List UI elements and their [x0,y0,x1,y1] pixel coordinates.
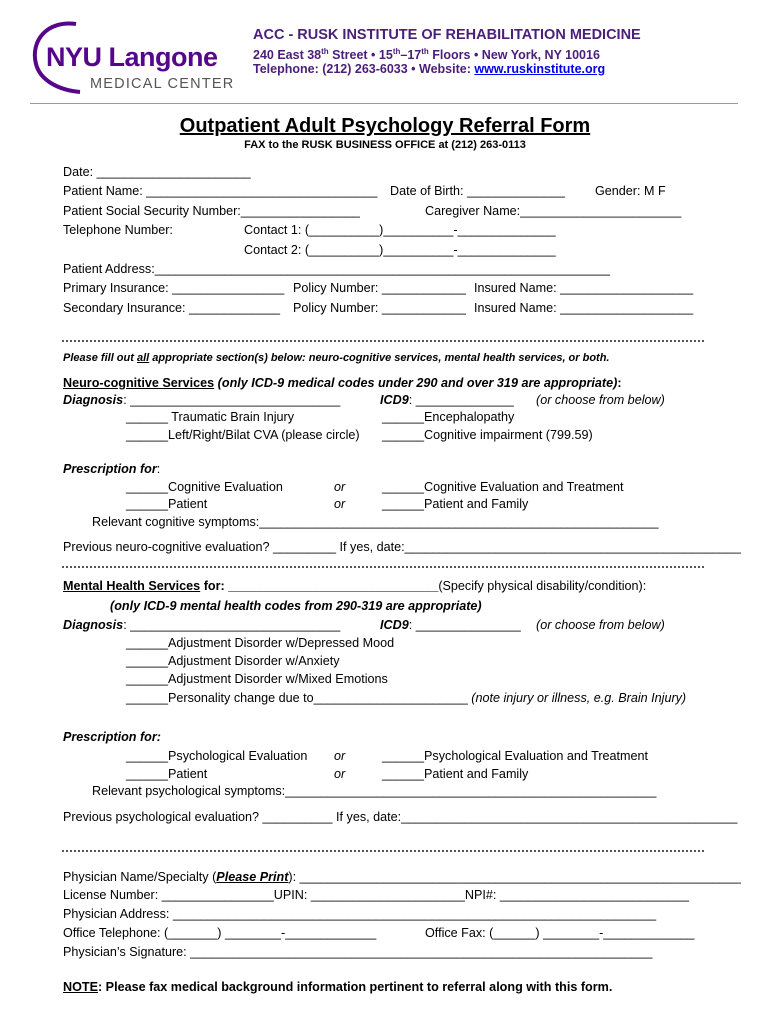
mental-heading [63,578,646,594]
mental-option-personality-text: ______Personality change due to______________________ [126,691,468,705]
neuro-heading-title: Neuro-cognitive Services [63,376,215,390]
signature-field[interactable]: Physician’s Signature: __________________________________________________________________ [63,945,653,959]
secondary-insurance-field[interactable]: Secondary Insurance: _____________ [63,301,281,315]
neuro-heading-colon: : [617,376,622,390]
instruction-all: all [136,352,150,364]
mental-heading-line[interactable]: ______________________________ [228,579,439,593]
logo-name: NYU Langone [46,42,218,72]
address-mid: Street • 15 [328,48,393,63]
neuro-rx-patient[interactable]: ______Patient [126,497,208,511]
mental-heading-post: (Specify physical disability/condition): [438,579,647,593]
instruction-post: appropriate section(s) below: neuro-cognitive services, mental health services, or both. [149,352,610,364]
office-telephone-field[interactable]: Office Telephone: (_______) ________-_____________ [63,926,377,940]
neuro-or-2: or [334,497,346,511]
footer-note-label: NOTE [63,980,98,994]
caregiver-field[interactable]: Caregiver Name:_______________________ [425,204,682,218]
mental-option-mixed[interactable]: ______Adjustment Disorder w/Mixed Emotions [126,672,388,686]
primary-policy-field[interactable]: Policy Number: ____________ [293,281,466,295]
fax-line: FAX to the RUSK BUSINESS OFFICE at (212) 263-0113 [244,139,526,151]
mental-or-choose: (or choose from below) [536,618,665,632]
mental-or-1: or [334,749,346,763]
primary-insurance-field[interactable]: Primary Insurance: ________________ [63,281,285,295]
neuro-rx-patient-family[interactable]: ______Patient and Family [382,497,529,511]
neuro-diagnosis-line: : ______________________________ [123,393,341,407]
section-divider [62,340,704,342]
mental-heading-title: Mental Health Services [63,579,201,593]
mental-rx-psych-evaluation[interactable]: ______Psychological Evaluation [126,749,308,763]
neuro-option-cognitive-impairment[interactable]: ______Cognitive impairment (799.59) [382,428,593,442]
neuro-rx-cognitive-evaluation[interactable]: ______Cognitive Evaluation [126,480,283,494]
physician-name-print: Please Print [216,870,289,884]
neuro-rx-label [63,461,160,477]
office-fax-field[interactable]: Office Fax: (______) ________-_____________ [425,926,695,940]
neuro-or-1: or [334,480,346,494]
mental-rx-patient[interactable]: ______Patient [126,767,208,781]
neuro-diagnosis-field[interactable] [63,392,340,408]
mental-rx-patient-family[interactable]: ______Patient and Family [382,767,529,781]
website-link[interactable]: www.ruskinstitute.org [474,62,606,76]
physician-address-field[interactable]: Physician Address: _____________________________________________________________________ [63,907,657,921]
secondary-insured-field[interactable]: Insured Name: ___________________ [474,301,694,315]
footer-note-text: : Please fax medical background information pertinent to referral along with this form. [97,980,613,994]
contact2-field[interactable]: Contact 2: (__________)__________-______________ [244,243,556,257]
mental-previous-eval-field[interactable]: Previous psychological evaluation? __________ If yes, date:________________________________________________ [63,810,738,824]
mental-option-personality-note: (note injury or illness, e.g. Brain Injury) [467,691,687,705]
secondary-policy-field[interactable]: Policy Number: ____________ [293,301,466,315]
mental-rx-eval-treatment[interactable]: ______Psychological Evaluation and Treatment [382,749,649,763]
neuro-symptoms-field[interactable]: Relevant cognitive symptoms:_________________________________________________________ [92,515,659,529]
neuro-or-choose: (or choose from below) [536,393,665,407]
mental-icd9-label: ICD9 [380,618,409,632]
neuro-heading [63,375,622,391]
neuro-previous-eval-field[interactable]: Previous neuro-cognitive evaluation? _________ If yes, date:________________________________________________ [63,540,741,554]
mental-diagnosis-line: : ______________________________ [123,618,341,632]
instruction-text [63,351,610,365]
license-field[interactable]: License Number: ________________UPIN: ______________________NPI#: ___________________________ [63,888,690,902]
mental-option-anxiety[interactable]: ______Adjustment Disorder w/Anxiety [126,654,340,668]
logo-subtitle: MEDICAL CENTER [90,76,235,92]
neuro-icd9-label: ICD9 [380,393,409,407]
telephone-label: Telephone Number: [63,223,173,237]
ssn-field[interactable]: Patient Social Security Number:_________________ [63,204,360,218]
address-sup3: th [421,47,429,56]
mental-option-depressed[interactable]: ______Adjustment Disorder w/Depressed Mood [126,636,395,650]
dob-field[interactable]: Date of Birth: ______________ [390,184,566,198]
gender-field[interactable]: Gender: M F [595,184,666,198]
institute-phone [253,61,605,77]
institute-name: ACC - RUSK INSTITUTE OF REHABILITATION MEDICINE [253,27,641,43]
address-dash: –17 [400,48,422,63]
neuro-rx-eval-treatment[interactable]: ______Cognitive Evaluation and Treatment [382,480,624,494]
mental-option-personality[interactable] [126,690,686,706]
physician-name-field[interactable] [63,869,741,885]
date-field[interactable]: Date: ______________________ [63,165,251,179]
patient-address-field[interactable]: Patient Address:_________________________________________________________________ [63,262,610,276]
footer-note [63,979,612,995]
neuro-heading-note: (only ICD-9 medical codes under 290 and over 319 are appropriate) [214,376,618,390]
section-divider [62,566,704,568]
mental-diagnosis-label: Diagnosis [63,618,124,632]
neuro-rx-colon: : [156,462,161,476]
logo [28,18,235,98]
form-title: Outpatient Adult Psychology Referral Form [179,115,591,137]
neuro-diagnosis-label: Diagnosis [63,393,124,407]
neuro-icd9-line: : ______________ [408,393,514,407]
phone-text: Telephone: (212) 263-6033 • Website: [253,62,475,76]
primary-insured-field[interactable]: Insured Name: ___________________ [474,281,694,295]
address-sup1: th [321,47,329,56]
address-post: Floors • New York, NY 10016 [428,48,600,63]
instruction-pre: Please fill out [63,352,137,364]
physician-name-post: ): _______________________________________________________________ [288,870,741,884]
mental-icd9-line: : _______________ [408,618,521,632]
header-divider [30,103,738,104]
neuro-option-tbi[interactable]: ______ Traumatic Brain Injury [126,410,295,424]
mental-note: (only ICD-9 mental health codes from 290-319 are appropriate) [110,599,482,613]
address-sup2: th [392,47,401,56]
address-pre: 240 East 38 [253,48,322,63]
mental-heading-for: for: [200,579,229,593]
mental-icd9-field[interactable] [380,617,521,633]
neuro-rx-label-text: Prescription for [63,462,157,476]
mental-rx-label: Prescription for: [63,730,161,744]
contact1-field[interactable]: Contact 1: (__________)__________-______________ [244,223,556,237]
patient-name-field[interactable]: Patient Name: _________________________________ [63,184,378,198]
neuro-option-encephalopathy[interactable]: ______Encephalopathy [382,410,515,424]
mental-symptoms-field[interactable]: Relevant psychological symptoms:_____________________________________________________ [92,784,657,798]
neuro-icd9-field[interactable] [380,392,514,408]
mental-or-2: or [334,767,346,781]
neuro-option-cva[interactable]: ______Left/Right/Bilat CVA (please circle) [126,428,360,442]
mental-diagnosis-field[interactable] [63,617,340,633]
section-divider [62,850,704,852]
physician-name-pre: Physician Name/Specialty ( [63,870,217,884]
